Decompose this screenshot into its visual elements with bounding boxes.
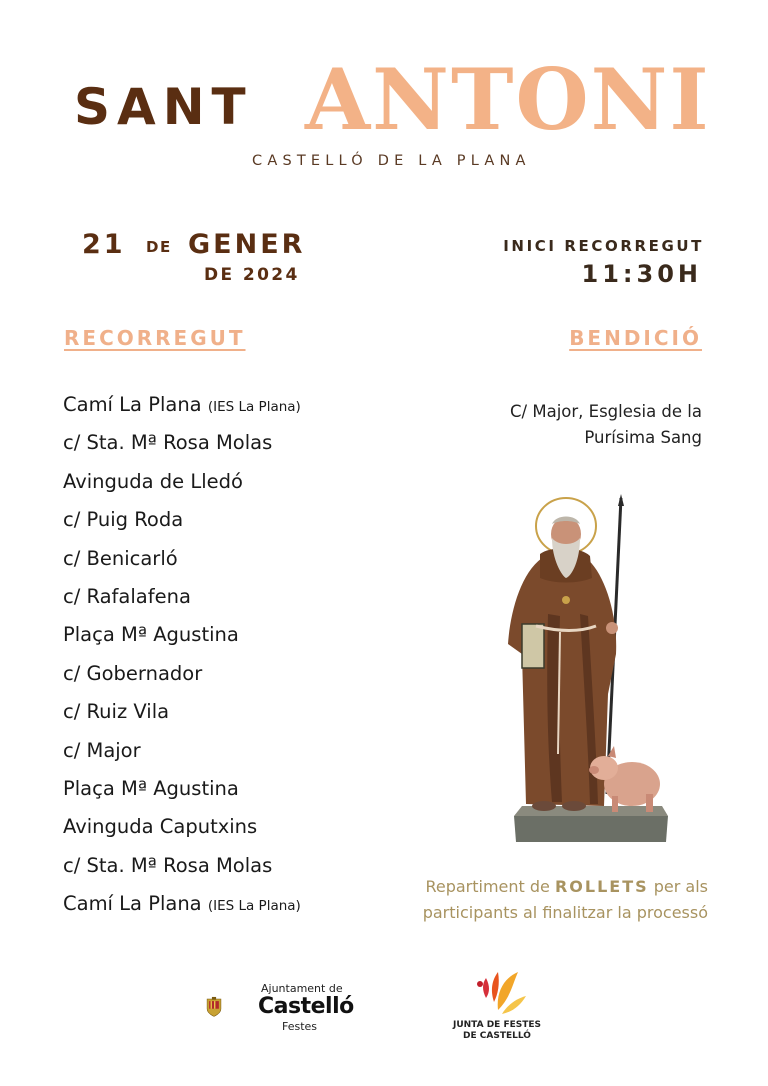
- ajuntament-line2: Castelló: [258, 994, 354, 1019]
- route-item: Avinguda Caputxins: [63, 815, 258, 839]
- route-item: Plaça Mª Agustina: [63, 776, 239, 800]
- route-item: c/ Rafalafena: [63, 584, 191, 608]
- route-item: c/ Sta. Mª Rosa Molas: [63, 431, 273, 455]
- rollets-highlight: ROLLETS: [554, 877, 649, 896]
- title-antoni: ANTONI: [305, 50, 711, 149]
- route-list: [63, 393, 301, 930]
- junta-line1: JUNTA DE FESTES: [452, 1020, 542, 1030]
- route-item: c/ Ruiz Vila: [63, 700, 170, 724]
- date-de: DE: [146, 238, 172, 256]
- date-month: GENER: [188, 229, 306, 260]
- date-day: 21: [82, 229, 126, 260]
- route-item: c/ Puig Roda: [63, 508, 184, 532]
- route-item: Plaça Mª Agustina: [63, 623, 239, 647]
- route-item: c/ Major: [63, 738, 141, 762]
- subtitle-city: CASTELLÓ DE LA PLANA: [252, 153, 531, 169]
- title-sant: SANT: [74, 78, 253, 136]
- ajuntament-line1: Ajuntament de: [261, 982, 343, 995]
- route-item: c/ Benicarló: [63, 546, 178, 570]
- start-label: INICI RECORREGUT: [503, 237, 704, 255]
- route-item: Camí La Plana (IES La Plana): [63, 892, 301, 916]
- rollets-distribution-note: Repartiment de ROLLETS per als participants al finalitzar la processó: [422, 877, 708, 922]
- route-item: c/ Sta. Mª Rosa Molas: [63, 853, 273, 877]
- ajuntament-castello-logo: [205, 976, 257, 1038]
- blessing-location: C/ Major, Esglesia de la Purísima Sang: [510, 402, 702, 447]
- start-time: 11:30H: [581, 260, 702, 288]
- route-item: Avinguda de Lledó: [63, 469, 243, 493]
- saint-anthony-statue-image: [500, 494, 676, 850]
- blessing-heading: BENDICIÓ: [569, 326, 702, 350]
- ajuntament-line3: Festes: [282, 1020, 318, 1033]
- junta-festes-logo: [468, 962, 530, 1018]
- route-item: c/ Gobernador: [63, 661, 203, 685]
- route-heading: RECORREGUT: [64, 326, 246, 350]
- route-item: Camí La Plana (IES La Plana): [63, 393, 301, 416]
- junta-line2: DE CASTELLÓ: [463, 1031, 531, 1041]
- date-year: DE 2024: [204, 265, 300, 285]
